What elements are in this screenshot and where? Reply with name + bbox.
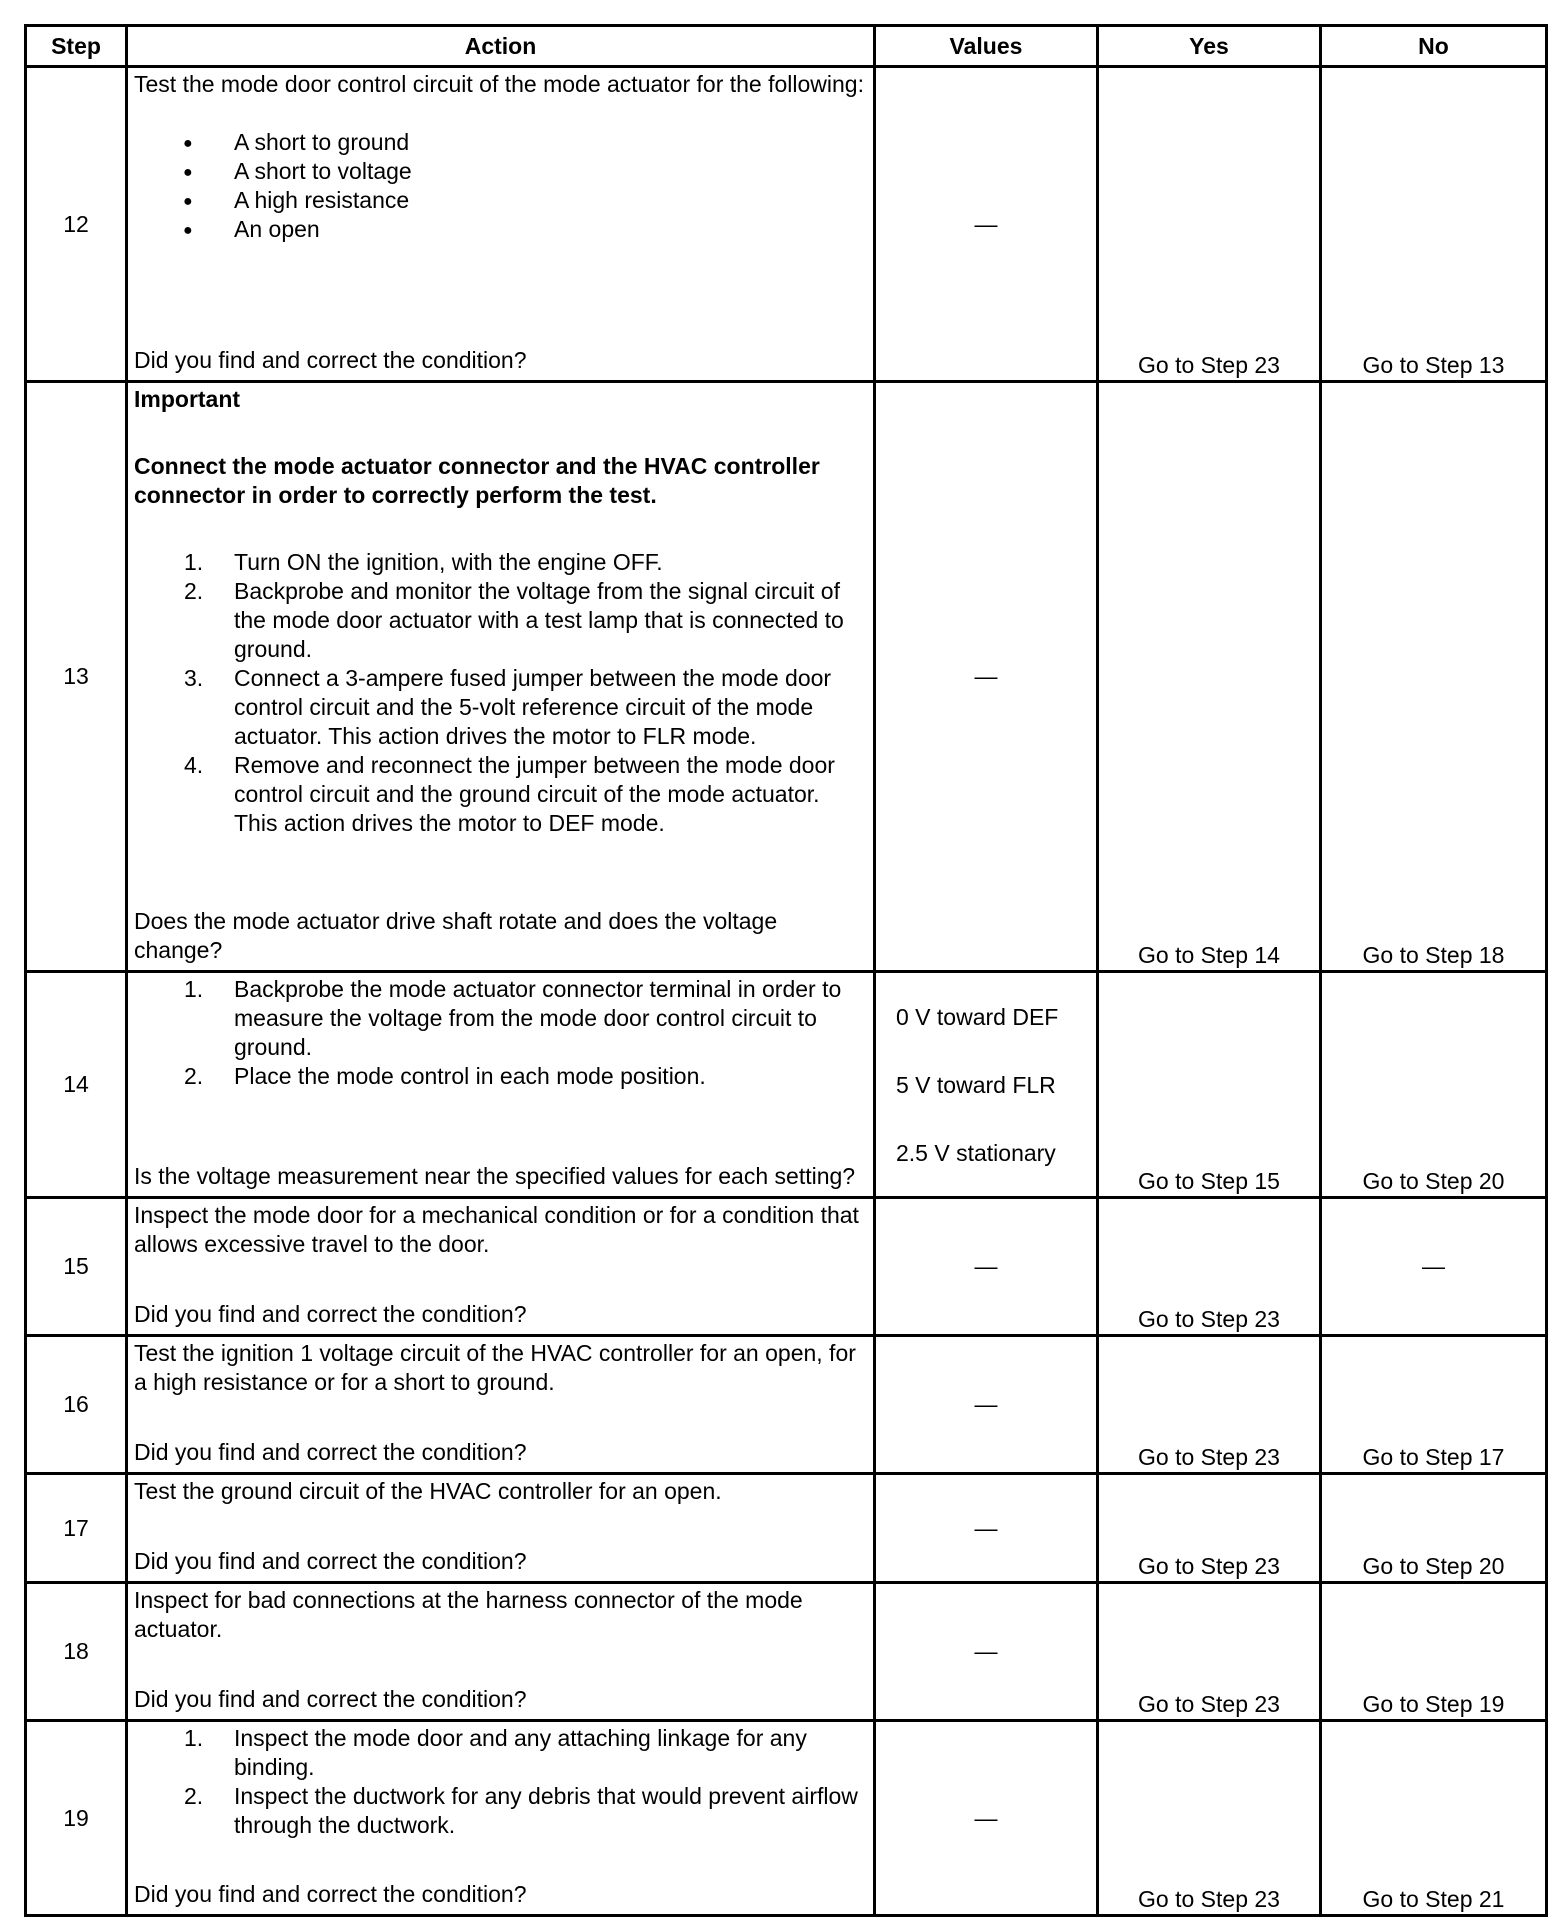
step-number: 12 [26, 67, 127, 382]
value-item: 2.5 V stationary [896, 1139, 1056, 1166]
list-item: ● A high resistance [134, 186, 867, 215]
header-values: Values [875, 26, 1098, 67]
step-number: 17 [26, 1474, 127, 1583]
table-row-step-15 [26, 1198, 1547, 1336]
list-item: 1. Turn ON the ignition, with the engine OFF. [184, 549, 663, 575]
no-cell: Go to Step 20 [1321, 972, 1547, 1198]
action-intro: Test the mode door control circuit of the mode actuator for the following: [134, 71, 864, 97]
action-question: Did you find and correct the condition? [134, 1439, 527, 1465]
value-item: 5 V toward FLR [896, 1071, 1056, 1098]
list-item: ● An open [134, 215, 867, 244]
header-row [26, 26, 1547, 67]
header-no: No [1321, 26, 1547, 67]
procedure-list [134, 548, 867, 838]
step-number: 15 [26, 1198, 127, 1336]
list-item: 2. Backprobe and monitor the voltage from the signal circuit of the mode door actuator with a test lamp that is connected to ground. [184, 578, 844, 662]
table-row-step-12 [26, 67, 1547, 382]
table-row-step-18 [26, 1583, 1547, 1721]
yes-cell: Go to Step 23 [1098, 1336, 1321, 1474]
action-question: Did you find and correct the condition? [134, 1301, 527, 1327]
header-action: Action [127, 26, 875, 67]
yes-cell: Go to Step 23 [1098, 1474, 1321, 1583]
value-cell: — [875, 67, 1098, 382]
procedure-list [134, 975, 867, 1091]
yes-cell: Go to Step 23 [1098, 1583, 1321, 1721]
step-number: 19 [26, 1721, 127, 1916]
list-item: 2. Inspect the ductwork for any debris that would prevent airflow through the ductwork. [184, 1783, 858, 1838]
diagnostic-table [24, 24, 1548, 1917]
table-row-step-16 [26, 1336, 1547, 1474]
yes-cell: Go to Step 15 [1098, 972, 1321, 1198]
list-item: 1. Backprobe the mode actuator connector terminal in order to measure the voltage from the mode door control circuit to ground. [184, 976, 842, 1060]
no-cell: — [1321, 1198, 1547, 1336]
condition-list [134, 128, 867, 244]
action-question: Did you find and correct the condition? [134, 347, 527, 373]
important-label: Important [134, 386, 241, 412]
list-item: 4. Remove and reconnect the jumper between the mode door control circuit and the ground circuit of the mode actuator. This action drives the motor to DEF mode. [184, 752, 835, 836]
value-cell [875, 972, 1098, 1198]
action-intro: Test the ground circuit of the HVAC controller for an open. [134, 1478, 722, 1504]
list-item: 2. Place the mode control in each mode position. [184, 1063, 706, 1089]
yes-cell: Go to Step 23 [1098, 1198, 1321, 1336]
yes-cell: Go to Step 23 [1098, 1721, 1321, 1916]
action-cell [127, 1474, 875, 1583]
action-intro: Inspect the mode door for a mechanical condition or for a condition that allows excessive travel to the door. [134, 1202, 859, 1257]
value-item: 0 V toward DEF [896, 1003, 1059, 1030]
list-item: 3. Connect a 3-ampere fused jumper between the mode door control circuit and the 5-volt reference circuit of the mode actuator. This action drives the motor to FLR mode. [184, 665, 832, 749]
value-cell: — [875, 1474, 1098, 1583]
list-item: ● A short to ground [134, 128, 867, 157]
value-cell: — [875, 1198, 1098, 1336]
value-cell: — [875, 1583, 1098, 1721]
action-cell [127, 972, 875, 1198]
table-row-step-14 [26, 972, 1547, 1198]
action-question: Did you find and correct the condition? [134, 1686, 527, 1712]
action-question: Is the voltage measurement near the specified values for each setting? [134, 1163, 856, 1189]
action-cell [127, 1336, 875, 1474]
procedure-list [134, 1724, 867, 1840]
table-row-step-17 [26, 1474, 1547, 1583]
action-cell [127, 382, 875, 972]
action-cell [127, 1583, 875, 1721]
header-yes: Yes [1098, 26, 1321, 67]
important-note: Connect the mode actuator connector and the HVAC controller connector in order to correctly perform the test. [134, 453, 820, 508]
action-question: Did you find and correct the condition? [134, 1548, 527, 1574]
no-cell: Go to Step 19 [1321, 1583, 1547, 1721]
no-cell: Go to Step 18 [1321, 382, 1547, 972]
action-question: Does the mode actuator drive shaft rotate and does the voltage change? [134, 908, 778, 963]
no-cell: Go to Step 17 [1321, 1336, 1547, 1474]
action-intro: Inspect for bad connections at the harness connector of the mode actuator. [134, 1587, 803, 1642]
no-cell: Go to Step 21 [1321, 1721, 1547, 1916]
table-row-step-13 [26, 382, 1547, 972]
step-number: 18 [26, 1583, 127, 1721]
values-list [876, 983, 1096, 1187]
no-cell: Go to Step 13 [1321, 67, 1547, 382]
action-cell [127, 1721, 875, 1916]
table-row-step-19 [26, 1721, 1547, 1916]
action-question: Did you find and correct the condition? [134, 1881, 527, 1907]
value-cell: — [875, 1336, 1098, 1474]
list-item: ● A short to voltage [134, 157, 867, 186]
step-number: 13 [26, 382, 127, 972]
list-item: 1. Inspect the mode door and any attaching linkage for any binding. [184, 1725, 807, 1780]
action-cell [127, 67, 875, 382]
action-intro: Test the ignition 1 voltage circuit of the HVAC controller for an open, for a high resistance or for a short to ground. [134, 1340, 856, 1395]
step-number: 16 [26, 1336, 127, 1474]
value-cell: — [875, 382, 1098, 972]
header-step: Step [26, 26, 127, 67]
step-number: 14 [26, 972, 127, 1198]
value-cell: — [875, 1721, 1098, 1916]
yes-cell: Go to Step 23 [1098, 67, 1321, 382]
yes-cell: Go to Step 14 [1098, 382, 1321, 972]
action-cell [127, 1198, 875, 1336]
no-cell: Go to Step 20 [1321, 1474, 1547, 1583]
